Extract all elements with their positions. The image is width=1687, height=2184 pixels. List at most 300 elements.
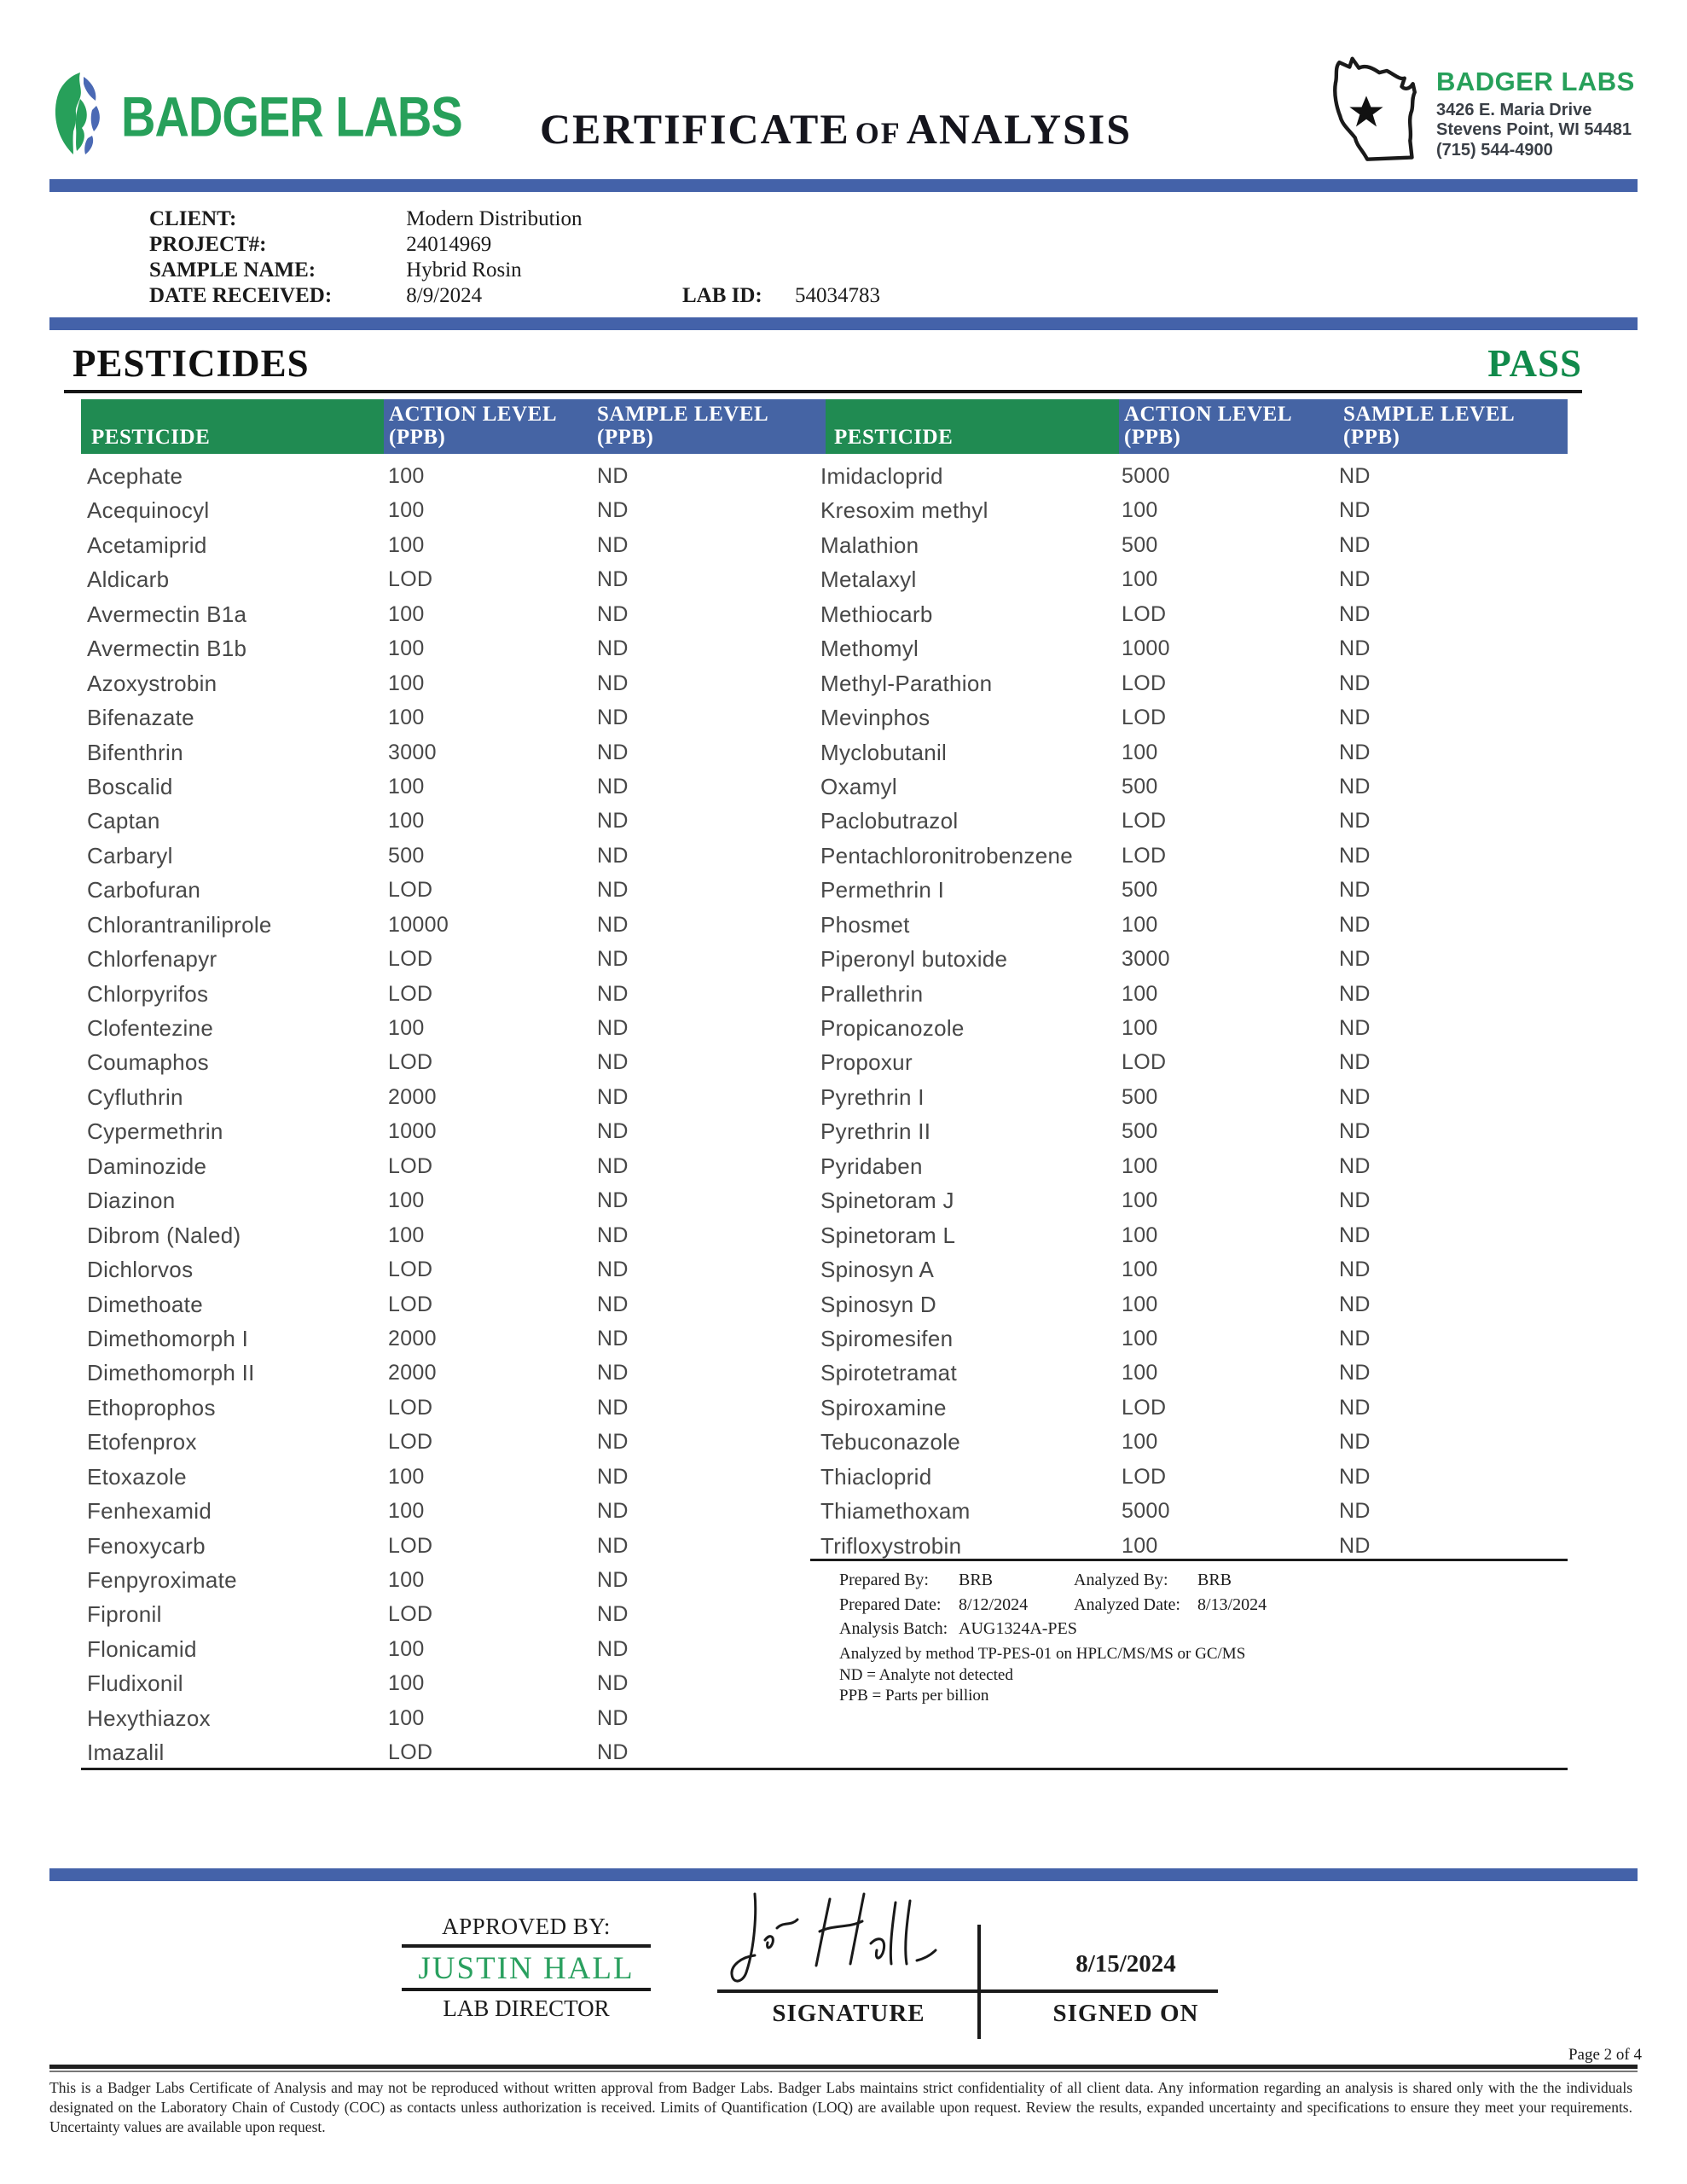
sample-level-value: ND — [1339, 1326, 1371, 1350]
sample-level-value: ND — [597, 532, 629, 557]
sample-level-value: ND — [597, 981, 629, 1006]
pesticide-name: Avermectin B1b — [87, 636, 247, 662]
pesticide-name: Fipronil — [87, 1601, 162, 1628]
footer-rule-shadow — [49, 2071, 1638, 2072]
table-row — [81, 1252, 823, 1287]
table-row — [81, 1218, 823, 1252]
pesticide-name: Imidacloprid — [820, 463, 943, 489]
action-level-value: 100 — [1122, 912, 1158, 937]
sample-level-value: ND — [597, 1292, 629, 1316]
title-certificate: CERTIFICATE — [539, 105, 850, 153]
action-level-value: LOD — [1122, 843, 1167, 868]
pesticide-name: Methyl-Parathion — [820, 670, 993, 696]
action-level-value: 100 — [388, 671, 425, 695]
action-level-value: 2000 — [388, 1326, 437, 1350]
pesticide-name: Methiocarb — [820, 601, 933, 627]
pesticide-name: Flonicamid — [87, 1635, 197, 1662]
table-header-pesticide-left — [81, 399, 384, 454]
table-row — [81, 528, 823, 562]
pesticide-name: Fenoxycarb — [87, 1532, 206, 1559]
table-row — [81, 493, 823, 527]
analyzed-by-value: BRB — [1197, 1571, 1232, 1589]
pesticide-name: Methomyl — [820, 636, 919, 662]
action-level-value: LOD — [388, 1292, 433, 1316]
pesticide-name: Carbaryl — [87, 842, 173, 868]
pesticide-name: Spirotetramat — [820, 1360, 957, 1386]
sample-level-value: ND — [1339, 1430, 1371, 1455]
table-row — [815, 1529, 1568, 1563]
sample-level-value: ND — [597, 1740, 629, 1765]
signed-on-label: SIGNED ON — [1052, 2000, 1199, 2027]
action-level-value: 100 — [388, 601, 425, 626]
action-level-value: 100 — [388, 464, 425, 488]
action-level-value: 100 — [1122, 740, 1158, 764]
action-level-value: 3000 — [1122, 947, 1170, 972]
pesticide-name: Kresoxim methyl — [820, 497, 988, 524]
title-analysis: ANALYSIS — [906, 105, 1133, 153]
table-row — [815, 528, 1568, 562]
pesticide-name: Spinosyn D — [820, 1291, 936, 1317]
action-level-value: 100 — [388, 1705, 425, 1730]
action-level-value: 100 — [388, 774, 425, 799]
approved-by-label: APPROVED BY: — [442, 1914, 611, 1939]
pesticide-name: Permethrin I — [820, 877, 945, 903]
action-level-value: 500 — [1122, 1119, 1158, 1144]
pesticide-name: Ethoprophos — [87, 1394, 216, 1420]
action-level-value: 100 — [1122, 1153, 1158, 1178]
table-row — [815, 1114, 1568, 1148]
pesticide-name: Dichlorvos — [87, 1257, 194, 1283]
sample-level-value: ND — [1339, 706, 1371, 730]
table-row — [815, 1045, 1568, 1079]
signature-label: SIGNATURE — [772, 2000, 925, 2027]
analysis-batch-value: AUG1324A-PES — [959, 1619, 1077, 1638]
table-row — [815, 666, 1568, 700]
action-level-value: LOD — [388, 1602, 433, 1627]
divider-bar-top — [49, 179, 1638, 192]
table-row — [815, 1460, 1568, 1494]
sample-level-value: ND — [597, 567, 629, 592]
pesticide-name: Tebuconazole — [820, 1429, 961, 1455]
sample-level-value: ND — [1339, 878, 1371, 903]
sample-level-value: ND — [1339, 671, 1371, 695]
action-level-value: LOD — [388, 947, 433, 972]
pesticide-name: Bifenthrin — [87, 739, 183, 765]
pesticide-name: Boscalid — [87, 773, 173, 799]
sample-level-value: ND — [1339, 498, 1371, 523]
action-level-value: 500 — [1122, 774, 1158, 799]
sample-level-value: ND — [597, 1705, 629, 1730]
header-label: (PPB) — [1124, 426, 1181, 449]
sample-level-value: ND — [1339, 1361, 1371, 1385]
table-row — [81, 631, 823, 665]
pesticide-name: Myclobutanil — [820, 739, 948, 765]
sample-level-value: ND — [1339, 1499, 1371, 1524]
table-row — [815, 493, 1568, 527]
sample-level-value: ND — [597, 1016, 629, 1040]
table-row — [815, 631, 1568, 665]
table-row — [815, 1149, 1568, 1183]
table-row — [81, 562, 823, 596]
action-level-value: LOD — [388, 878, 433, 903]
sample-level-value: ND — [597, 740, 629, 764]
pesticide-name: Trifloxystrobin — [820, 1532, 962, 1559]
sample-level-value: ND — [1339, 601, 1371, 626]
pesticide-name: Malathion — [820, 531, 919, 558]
action-level-value: 500 — [388, 843, 425, 868]
pesticide-table-left — [81, 459, 823, 1770]
pesticide-name: Spinosyn A — [820, 1257, 935, 1283]
action-level-value: 100 — [388, 498, 425, 523]
client-row — [149, 283, 583, 309]
table-row — [81, 770, 823, 804]
action-level-value: 100 — [388, 1499, 425, 1524]
sample-level-value: ND — [597, 1050, 629, 1075]
pesticide-name: Fenpyroximate — [87, 1567, 237, 1593]
sample-level-value: ND — [1339, 1464, 1371, 1489]
table-row — [81, 1011, 823, 1045]
sample-level-value: ND — [1339, 1188, 1371, 1213]
table-row — [815, 700, 1568, 735]
pesticide-name: Prallethrin — [820, 980, 924, 1007]
pesticide-name: Oxamyl — [820, 773, 897, 799]
pesticide-name: Spinetoram L — [820, 1222, 956, 1248]
pesticide-name: Daminozide — [87, 1153, 207, 1179]
pesticide-name: Thiacloprid — [820, 1463, 932, 1490]
action-level-value: 500 — [1122, 532, 1158, 557]
action-level-value: LOD — [1122, 1464, 1167, 1489]
pesticide-name: Chlorantraniliprole — [87, 911, 272, 938]
section-underline — [64, 390, 1582, 393]
action-level-value: 3000 — [388, 740, 437, 764]
table-row — [815, 804, 1568, 838]
table-row — [815, 1391, 1568, 1425]
sample-level-value: ND — [597, 1568, 629, 1592]
sample-level-value: ND — [1339, 1050, 1371, 1075]
table-bottom-line-right — [810, 1559, 1568, 1561]
sample-level-value: ND — [597, 1119, 629, 1144]
header-label: SAMPLE LEVEL — [597, 403, 769, 426]
table-row — [81, 1321, 823, 1356]
action-level-value: 100 — [388, 636, 425, 661]
table-row — [815, 1494, 1568, 1528]
action-level-value: LOD — [388, 1395, 433, 1420]
pesticide-name: Metalaxyl — [820, 566, 917, 593]
table-header-levels-right — [1119, 399, 1568, 454]
section-title: PESTICIDES — [72, 342, 310, 385]
sample-level-value: ND — [597, 636, 629, 661]
pesticide-name: Propicanozole — [820, 1015, 965, 1041]
action-level-value: 1000 — [388, 1119, 437, 1144]
sample-level-value: ND — [1339, 843, 1371, 868]
sample-level-value: ND — [597, 498, 629, 523]
action-level-value: 100 — [1122, 1326, 1158, 1350]
sample-level-value: ND — [597, 809, 629, 834]
table-row — [81, 459, 823, 493]
pesticide-name: Spinetoram J — [820, 1188, 954, 1214]
action-level-value: 100 — [388, 532, 425, 557]
pesticide-name: Dibrom (Naled) — [87, 1222, 241, 1248]
table-row — [815, 873, 1568, 907]
action-level-value: LOD — [388, 1258, 433, 1282]
pesticide-name: Acetamiprid — [87, 531, 207, 558]
footer-rule — [49, 2065, 1638, 2069]
sample-level-value: ND — [597, 1499, 629, 1524]
sample-level-value: ND — [597, 464, 629, 488]
sample-level-value: ND — [597, 1533, 629, 1558]
action-level-value: 5000 — [1122, 1499, 1170, 1524]
action-level-value: 100 — [1122, 1188, 1158, 1213]
page-title — [461, 104, 1211, 154]
sample-level-value: ND — [1339, 947, 1371, 972]
action-level-value: 100 — [388, 1568, 425, 1592]
table-row — [81, 873, 823, 907]
sample-level-value: ND — [597, 1361, 629, 1385]
sample-level-value: ND — [597, 1464, 629, 1489]
pesticide-name: Dimethomorph II — [87, 1360, 255, 1386]
action-level-value: 100 — [1122, 1258, 1158, 1282]
sample-level-value: ND — [1339, 740, 1371, 764]
sample-level-value: ND — [1339, 1223, 1371, 1247]
sample-level-value: ND — [1339, 1533, 1371, 1558]
action-level-value: LOD — [1122, 601, 1167, 626]
sample-level-value: ND — [1339, 567, 1371, 592]
pesticide-name: Cyfluthrin — [87, 1083, 183, 1110]
sample-level-value: ND — [597, 843, 629, 868]
prepared-date-value: 8/12/2024 — [959, 1595, 1029, 1614]
pesticide-name: Etoxazole — [87, 1463, 187, 1490]
action-level-value: 500 — [1122, 1084, 1158, 1109]
table-row — [815, 597, 1568, 631]
sample-level-value: ND — [1339, 532, 1371, 557]
ppb-note: PPB = Parts per billion — [839, 1687, 989, 1705]
client-row — [149, 258, 583, 283]
header-label: (PPB) — [1343, 426, 1400, 449]
table-row — [815, 1218, 1568, 1252]
action-level-value: LOD — [388, 1050, 433, 1075]
table-row — [81, 1391, 823, 1425]
table-row — [815, 908, 1568, 942]
pesticide-name: Phosmet — [820, 911, 910, 938]
action-level-value: LOD — [388, 981, 433, 1006]
pesticide-name: Pyrethrin I — [820, 1083, 925, 1110]
lab-id-value: 54034783 — [795, 284, 880, 307]
header-label: PESTICIDE — [91, 426, 211, 449]
approver-title: LAB DIRECTOR — [443, 1995, 610, 2021]
signed-date: 8/15/2024 — [1075, 1950, 1176, 1978]
action-level-value: 100 — [1122, 567, 1158, 592]
table-row — [81, 1563, 823, 1597]
signature-divider — [977, 1925, 981, 2039]
pesticide-name: Imazalil — [87, 1740, 165, 1766]
table-row — [81, 1666, 823, 1700]
header-label: ACTION LEVEL — [389, 403, 558, 426]
sample-level-value: ND — [597, 947, 629, 972]
table-row — [815, 1011, 1568, 1045]
pesticide-name: Pyrethrin II — [820, 1118, 931, 1145]
table-row — [815, 1321, 1568, 1356]
analyzed-date-value: 8/13/2024 — [1197, 1595, 1267, 1614]
signature-graphic — [721, 1887, 951, 1988]
header-label: (PPB) — [597, 426, 654, 449]
sample-level-value: ND — [1339, 1084, 1371, 1109]
sample-level-value: ND — [597, 774, 629, 799]
pesticide-name: Aldicarb — [87, 566, 170, 593]
sample-level-value: ND — [597, 1153, 629, 1178]
sample-level-value: ND — [1339, 464, 1371, 488]
pesticide-name: Pentachloronitrobenzene — [820, 842, 1073, 868]
table-row — [81, 1632, 823, 1666]
pesticide-name: Mevinphos — [820, 705, 930, 731]
pesticide-name: Chlorpyrifos — [87, 980, 209, 1007]
sample-level-value: ND — [597, 1395, 629, 1420]
client-value: 24014969 — [406, 233, 492, 256]
client-label: CLIENT: — [149, 207, 237, 230]
action-level-value: LOD — [1122, 671, 1167, 695]
sample-level-value: ND — [597, 912, 629, 937]
approver-name: JUSTIN HALL — [418, 1951, 635, 1986]
sample-level-value: ND — [597, 1188, 629, 1213]
table-bottom-line-left — [81, 1768, 1568, 1770]
table-row — [81, 597, 823, 631]
pesticide-name: Piperonyl butoxide — [820, 946, 1008, 973]
pesticide-name: Azoxystrobin — [87, 670, 217, 696]
pesticide-name: Thiamethoxam — [820, 1498, 971, 1525]
legal-disclaimer: This is a Badger Labs Certificate of Analysis and may not be reproduced without written approval from Badger Labs. Badger Labs maintains strict confidentiality of all client data. Any information regarding an analysis is shared only with the the individuals designated on the Laboratory Chain of Custody (COC) as contacts unless authorization is received. Limits of Quantification (LOQ) are available upon request. Review the results, expanded uncertainty and specifications to ensure they meet your requirements. Uncertainty values are available upon request. — [49, 2079, 1632, 2135]
title-of: OF — [855, 116, 901, 150]
table-row — [81, 1494, 823, 1528]
table-row — [81, 1114, 823, 1148]
pesticide-name: Avermectin B1a — [87, 601, 247, 627]
sample-level-value: ND — [1339, 981, 1371, 1006]
table-row — [81, 1045, 823, 1079]
sample-level-value: ND — [1339, 636, 1371, 661]
action-level-value: 100 — [388, 1671, 425, 1696]
action-level-value: 2000 — [388, 1084, 437, 1109]
sample-level-value: ND — [1339, 1395, 1371, 1420]
pesticide-name: Bifenazate — [87, 705, 194, 731]
table-row — [81, 839, 823, 873]
pesticide-name: Cypermethrin — [87, 1118, 223, 1145]
sample-level-value: ND — [597, 878, 629, 903]
table-row — [81, 1735, 823, 1769]
sample-level-value: ND — [1339, 774, 1371, 799]
client-row — [149, 206, 583, 232]
action-level-value: 100 — [1122, 1016, 1158, 1040]
address-lab-name: BADGER LABS — [1436, 67, 1635, 96]
table-row — [815, 942, 1568, 976]
status-badge: PASS — [1487, 342, 1582, 385]
sample-level-value: ND — [1339, 1258, 1371, 1282]
table-row — [815, 1252, 1568, 1287]
sample-level-value: ND — [1339, 1153, 1371, 1178]
sample-level-value: ND — [597, 1430, 629, 1455]
pesticide-name: Dimethoate — [87, 1291, 203, 1317]
divider-bar-footer — [49, 1868, 1638, 1881]
table-row — [81, 1460, 823, 1494]
table-row — [815, 1356, 1568, 1390]
action-level-value: LOD — [1122, 706, 1167, 730]
table-row — [81, 1597, 823, 1631]
prepared-by-label: Prepared By: — [839, 1571, 929, 1589]
action-level-value: 1000 — [1122, 636, 1170, 661]
table-row — [81, 1425, 823, 1459]
pesticide-name: Diazinon — [87, 1188, 176, 1214]
leaf-icon — [44, 72, 116, 157]
action-level-value: LOD — [1122, 1050, 1167, 1075]
pesticide-name: Chlorfenapyr — [87, 946, 217, 973]
table-row — [815, 1425, 1568, 1459]
client-value: Hybrid Rosin — [406, 258, 522, 282]
header-label: SAMPLE LEVEL — [1343, 403, 1516, 426]
table-row — [81, 908, 823, 942]
pesticide-name: Spiromesifen — [820, 1325, 954, 1351]
action-level-value: 100 — [388, 1464, 425, 1489]
header-label: (PPB) — [389, 426, 446, 449]
client-value: Modern Distribution — [406, 207, 583, 230]
sample-level-value: ND — [597, 671, 629, 695]
pesticide-name: Acephate — [87, 463, 183, 489]
pesticide-name: Fenhexamid — [87, 1498, 212, 1525]
client-value: 8/9/2024 — [406, 284, 483, 307]
header-label: ACTION LEVEL — [1124, 403, 1293, 426]
pesticide-name: Pyridaben — [820, 1153, 923, 1179]
pesticide-name: Acequinocyl — [87, 497, 210, 524]
action-level-value: 100 — [1122, 1430, 1158, 1455]
lab-id-label: LAB ID: — [682, 284, 762, 307]
pesticide-name: Captan — [87, 808, 160, 834]
badger-labs-logo-text: BADGER LABS — [121, 84, 462, 148]
pesticide-name: Fludixonil — [87, 1670, 183, 1697]
analyzed-date-label: Analyzed Date: — [1074, 1595, 1180, 1614]
action-level-value: 100 — [388, 1016, 425, 1040]
sample-level-value: ND — [1339, 1292, 1371, 1316]
action-level-value: 100 — [1122, 1533, 1158, 1558]
action-level-value: 100 — [1122, 1361, 1158, 1385]
pesticide-name: Etofenprox — [87, 1429, 197, 1455]
client-label: PROJECT#: — [149, 233, 267, 256]
table-row — [81, 1183, 823, 1217]
analyzed-by-label: Analyzed By: — [1074, 1571, 1168, 1589]
pesticide-name: Hexythiazox — [87, 1705, 211, 1731]
action-level-value: 100 — [388, 809, 425, 834]
table-row — [81, 666, 823, 700]
action-level-value: 2000 — [388, 1361, 437, 1385]
approved-line — [402, 1944, 651, 1948]
action-level-value: 100 — [388, 1636, 425, 1661]
sample-level-value: ND — [597, 706, 629, 730]
pesticide-name: Coumaphos — [87, 1049, 209, 1076]
table-row — [81, 804, 823, 838]
action-level-value: 100 — [388, 1223, 425, 1247]
sample-level-value: ND — [597, 1636, 629, 1661]
table-row — [81, 1356, 823, 1390]
prepared-by-value: BRB — [959, 1571, 994, 1589]
sample-level-value: ND — [1339, 809, 1371, 834]
table-row — [815, 839, 1568, 873]
action-level-value: 100 — [1122, 1223, 1158, 1247]
sample-level-value: ND — [1339, 1016, 1371, 1040]
action-level-value: 10000 — [388, 912, 449, 937]
action-level-value: 100 — [1122, 1292, 1158, 1316]
action-level-value: LOD — [388, 1153, 433, 1178]
table-row — [81, 1149, 823, 1183]
table-row — [81, 1529, 823, 1563]
wisconsin-state-icon — [1320, 51, 1433, 172]
pesticide-table-right — [815, 459, 1568, 1563]
sample-level-value: ND — [597, 1602, 629, 1627]
sample-level-value: ND — [597, 601, 629, 626]
